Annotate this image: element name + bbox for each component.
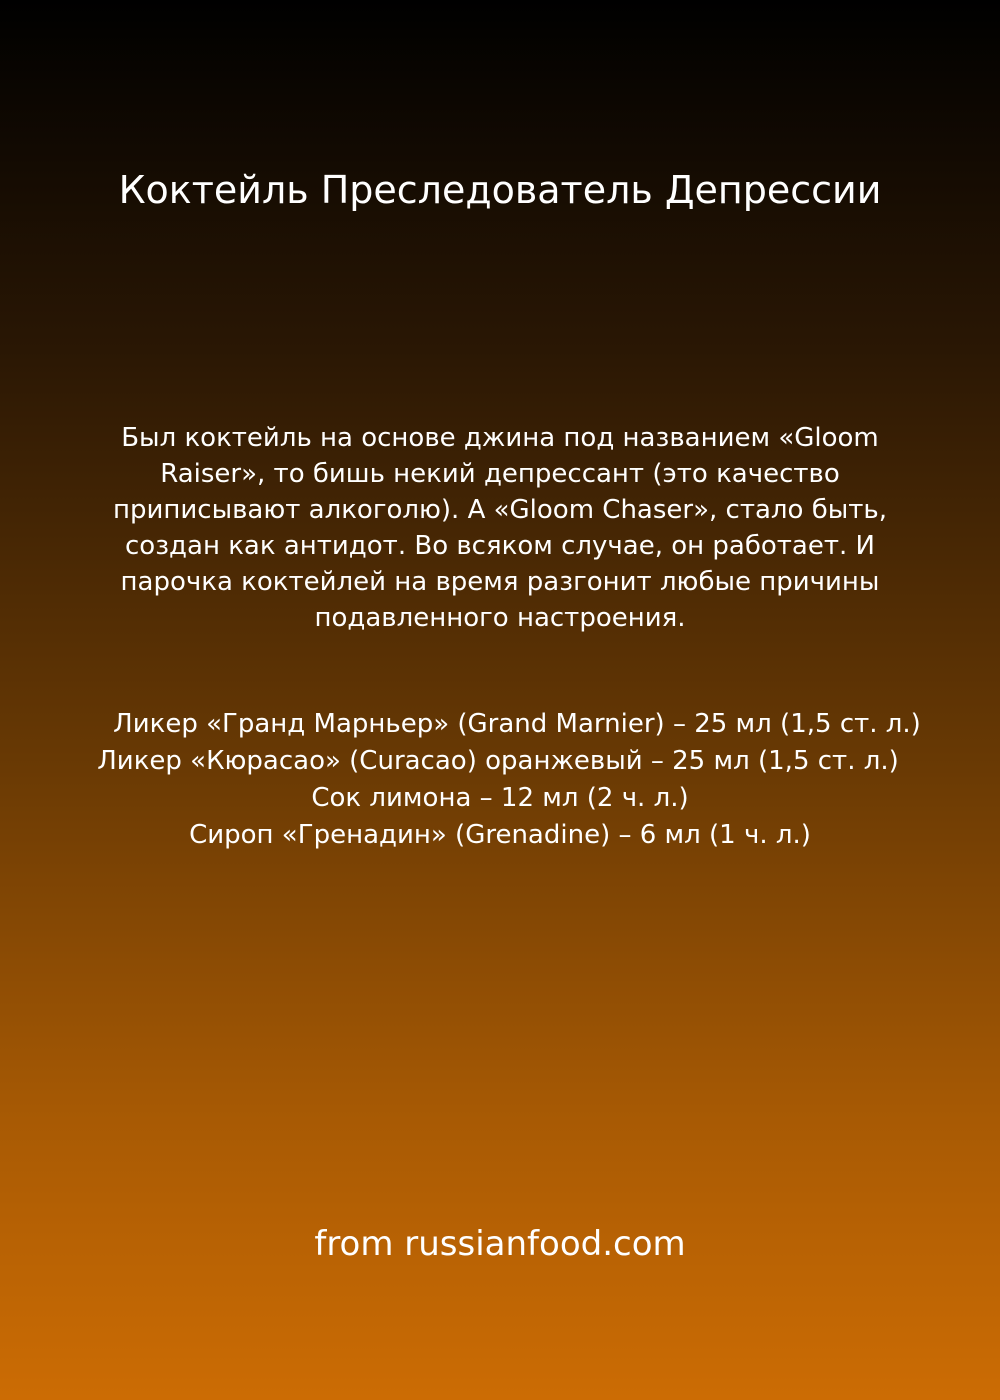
ingredient-item: Сок лимона – 12 мл (2 ч. л.) xyxy=(311,783,689,813)
recipe-description: Был коктейль на основе джина под названием «Gloom Raiser», то бишь некий депрессант (это качество приписывают алкоголю). А «Gloom Chaser», стало быть, создан как антидот. Во всяком случае, он работает. И парочка коктейлей на время разгонит любые причины подавленного настроения. xyxy=(112,423,887,633)
ingredient-item: Ликер «Гранд Марньер» (Grand Marnier) – 25 мл (1,5 ст. л.) xyxy=(113,709,921,739)
source-credit: from russianfood.com xyxy=(314,1224,686,1264)
ingredient-list xyxy=(0,706,1000,854)
ingredient-item: Ликер «Кюрасао» (Curacao) оранжевый – 25 мл (1,5 ст. л.) xyxy=(97,746,899,776)
recipe-title: Коктейль Преследователь Депрессии xyxy=(118,168,882,212)
ingredient-item: Сироп «Гренадин» (Grenadine) – 6 мл (1 ч. л.) xyxy=(189,820,811,850)
